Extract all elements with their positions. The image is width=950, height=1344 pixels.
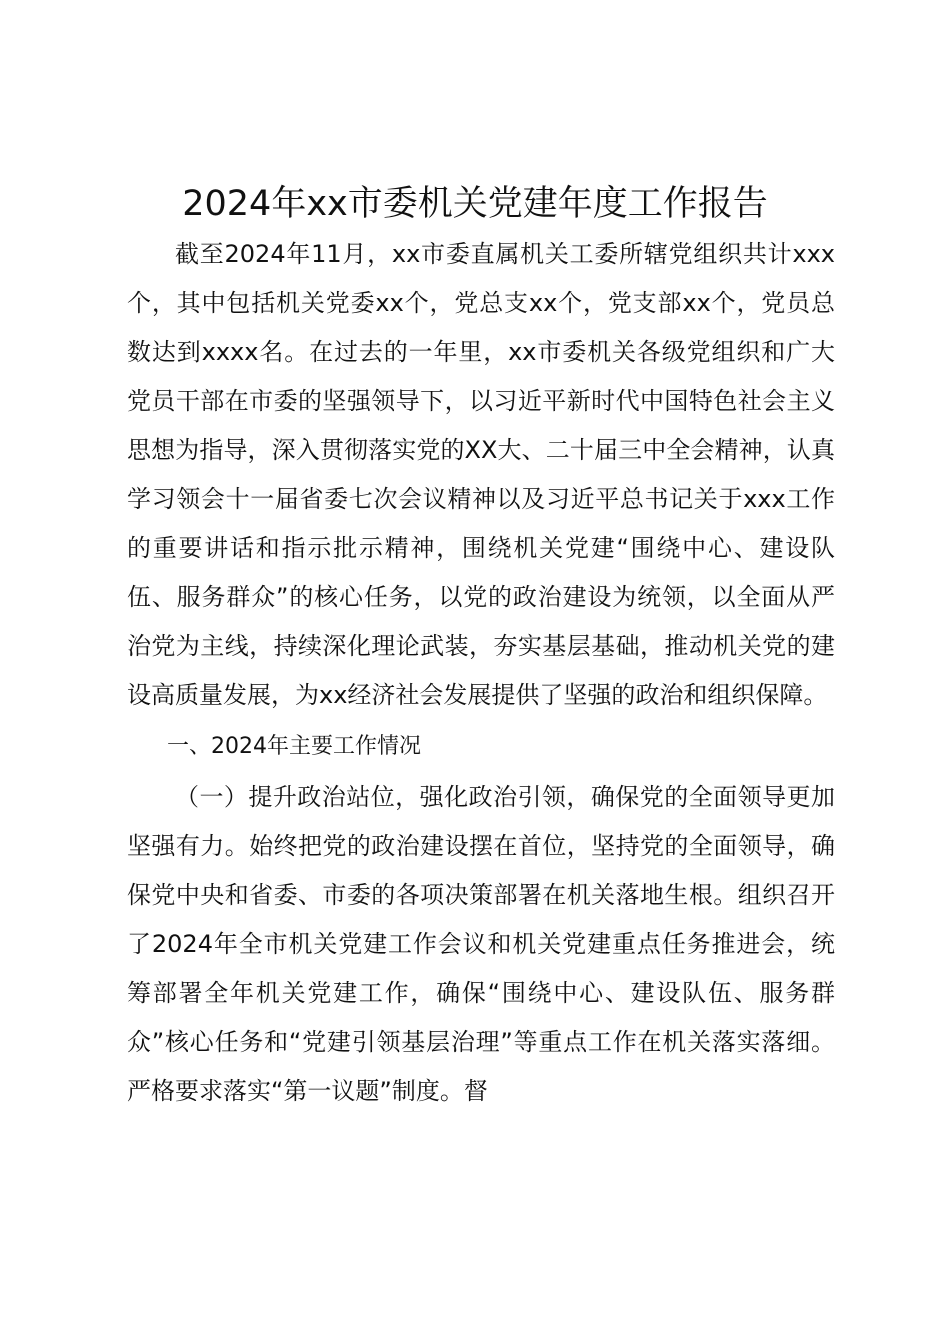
section-paragraph: （一）提升政治站位，强化政治引领，确保党的全面领导更加坚强有力。始终把党的政治建设摆在首位，坚持党的全面领导，确保党中央和省委、市委的各项决策部署在机关落地生根。组织召开了2024年全市机关党建工作会议和机关党建重点任务推进会，统筹部署全年机关党建工作，确保“围绕中心、建设队伍、服务群众”核心任务和“党建引领基层治理”等重点工作在机关落实落细。严格要求落实“第一议题”制度。督 bbox=[127, 783, 835, 1105]
intro-paragraph: 截至2024年11月，xx市委直属机关工委所辖党组织共计xxx个，其中包括机关党委xx个，党总支xx个，党支部xx个，党员总数达到xxxx名。在过去的一年里，xx市委机关各级党组织和广大党员干部在市委的坚强领导下，以习近平新时代中国特色社会主义思想为指导，深入贯彻落实党的XX大、二十届三中全会精神，认真学习领会十一届省委七次会议精神以及习近平总书记关于xxx工作的重要讲话和指示批示精神，围绕机关党建“围绕中心、建设队伍、服务群众”的核心任务，以党的政治建设为统领，以全面从严治党为主线，持续深化理论武装，夯实基层基础，推动机关党的建设高质量发展，为xx经济社会发展提供了坚强的政治和组织保障。 bbox=[127, 240, 835, 709]
section-heading: 一、2024年主要工作情况 bbox=[167, 734, 421, 759]
document-title: 2024年xx市委机关党建年度工作报告 bbox=[182, 184, 768, 224]
document-body bbox=[127, 230, 835, 1116]
